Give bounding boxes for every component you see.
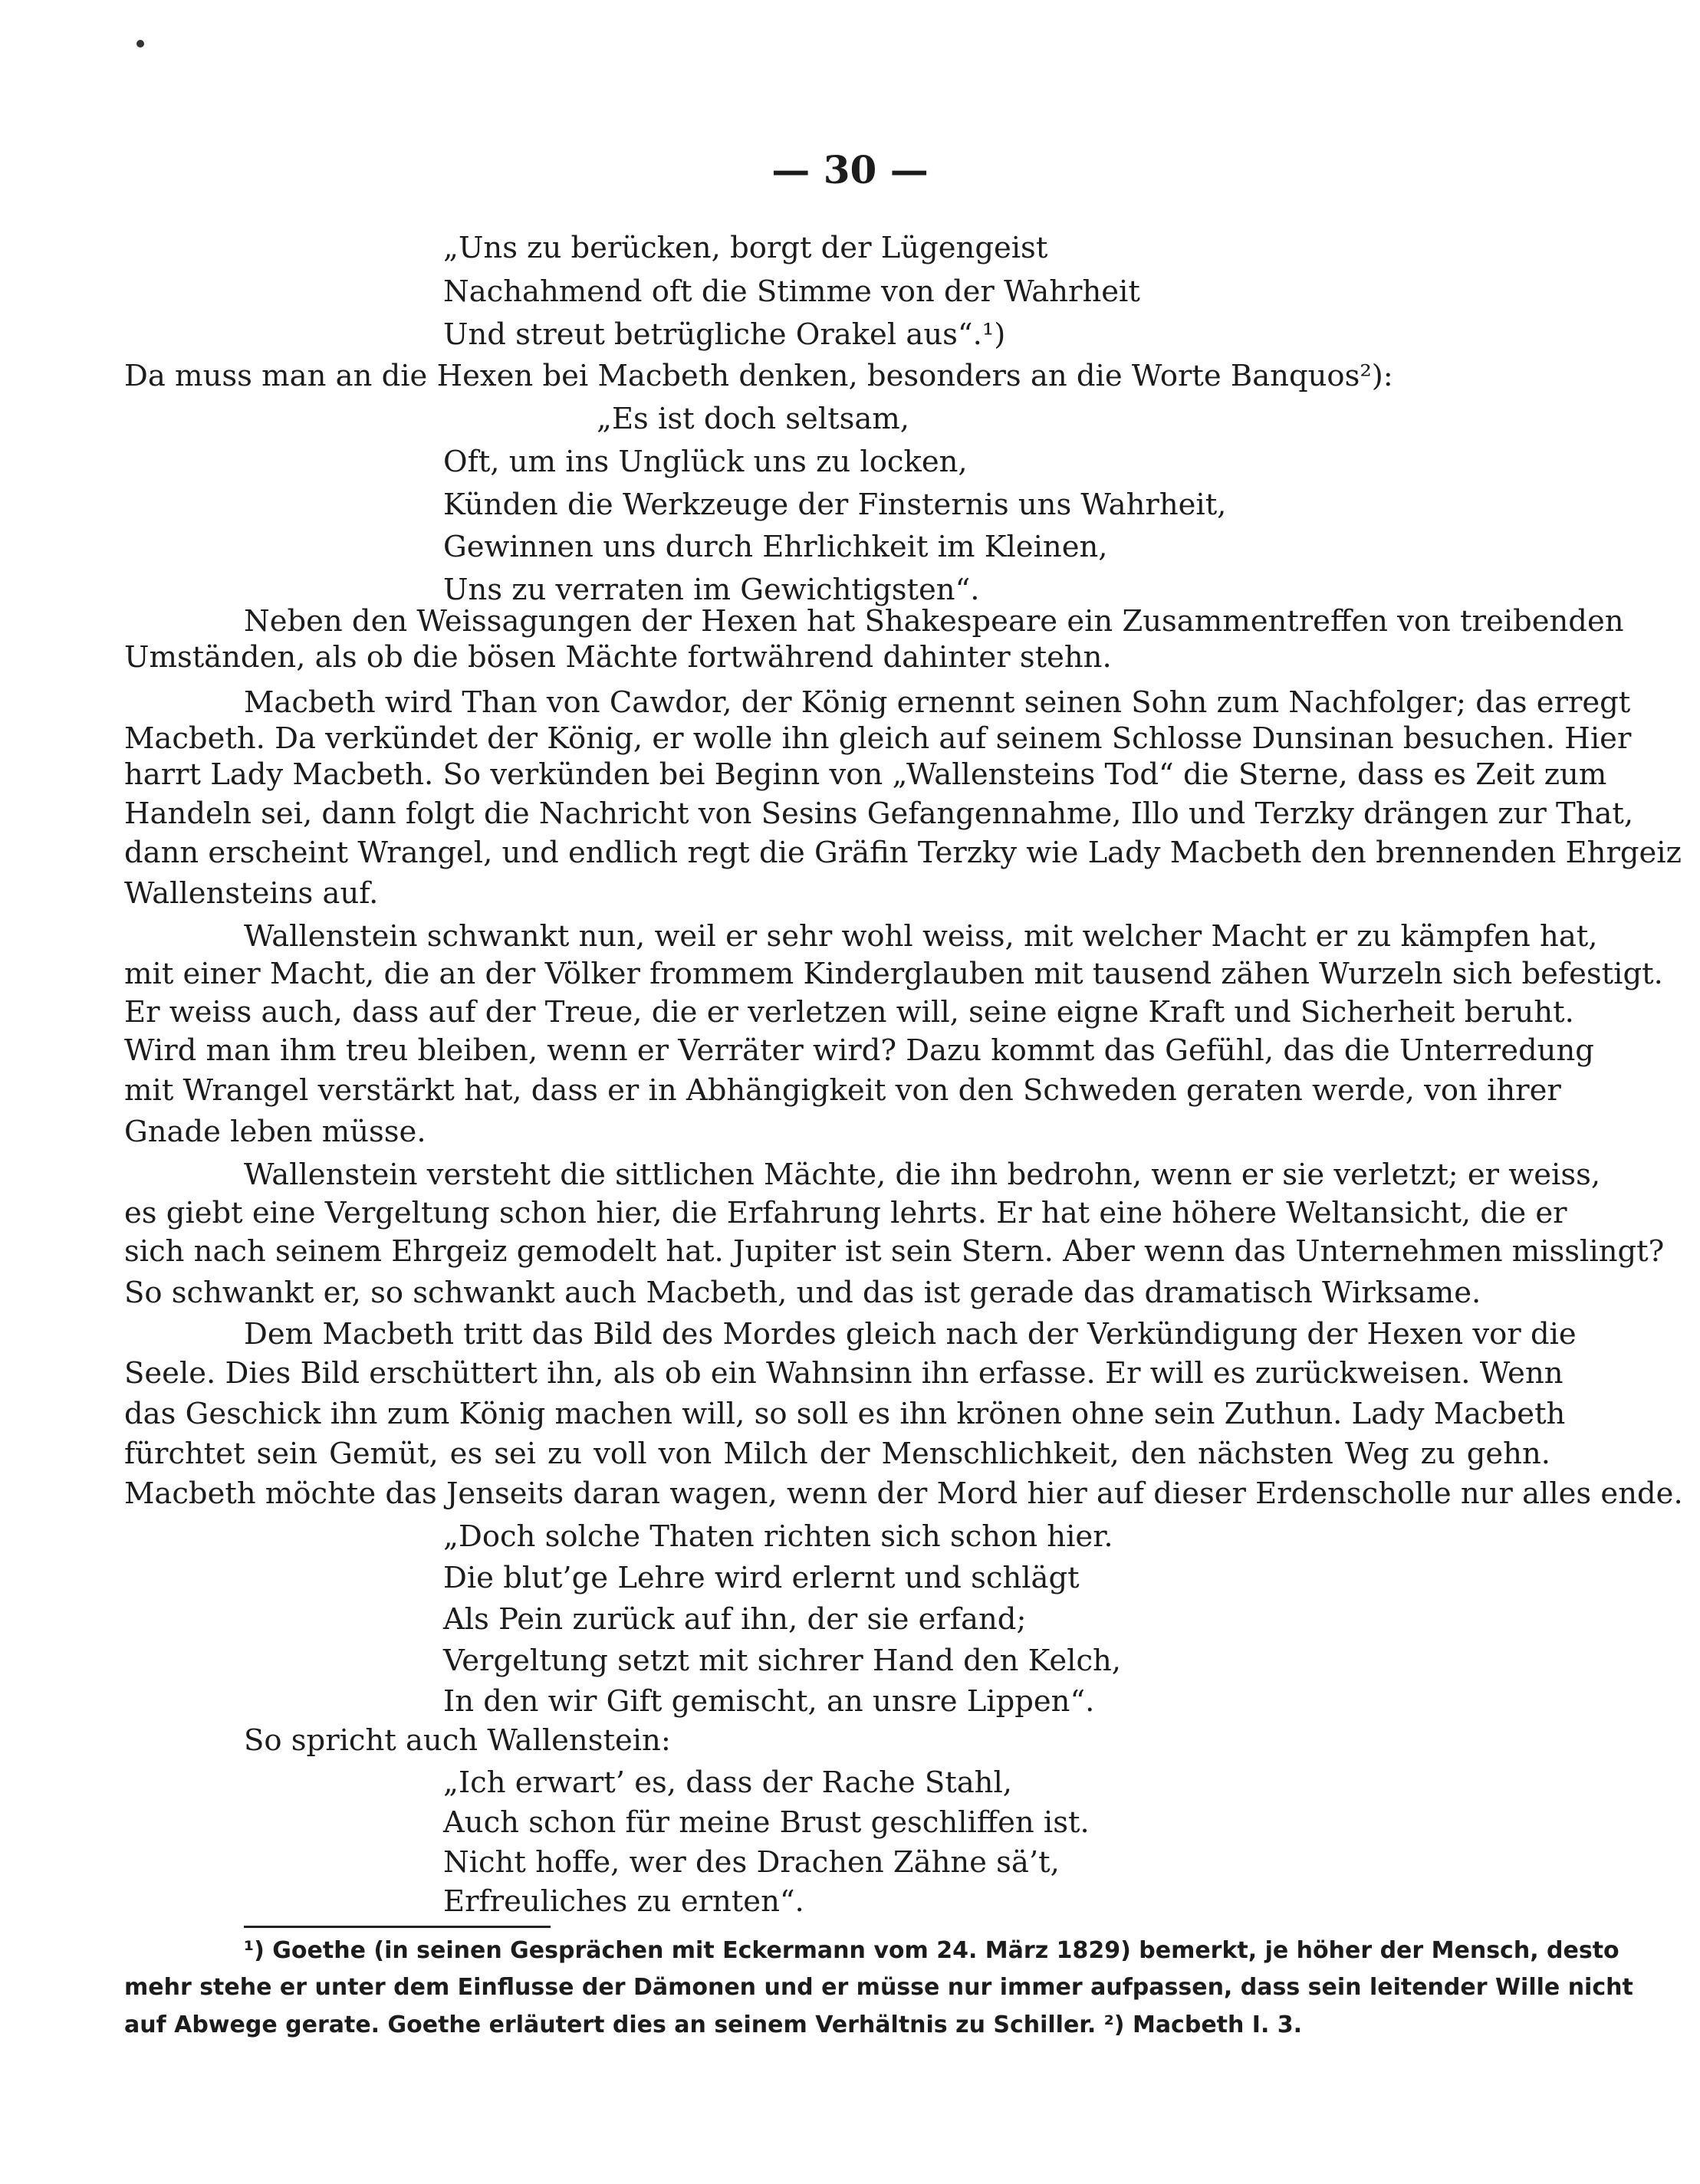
- paragraph-line: Seele. Dies Bild erschüttert ihn, als ob ein Wahnsinn ihn erfasse. Er will es zurückweisen. Wenn: [124, 1356, 1564, 1391]
- paragraph-line: es giebt eine Vergeltung schon hier, die Erfahrung lehrts. Er hat eine höhere Weltansicht, die er: [124, 1196, 1567, 1230]
- paragraph-line: sich nach seinem Ehrgeiz gemodelt hat. Jupiter ist sein Stern. Aber wenn das Unternehmen misslingt?: [124, 1234, 1665, 1269]
- verse-line: Gewinnen uns durch Ehrlichkeit im Kleinen,: [443, 530, 1108, 564]
- verse-line: Und streut betrügliche Orakel aus“.¹): [443, 317, 1006, 352]
- paragraph-line: harrt Lady Macbeth. So verkünden bei Beginn von „Wallensteins Tod“ die Sterne, dass es Zeit zum: [124, 757, 1607, 792]
- verse-line: Künden die Werkzeuge der Finsternis uns Wahrheit,: [443, 488, 1227, 522]
- verse-line: Vergeltung setzt mit sichrer Hand den Kelch,: [443, 1644, 1122, 1678]
- footnote-line: ¹) Goethe (in seinen Gesprächen mit Eckermann vom 24. März 1829) bemerkt, je höher der Mensch, desto: [244, 1937, 1619, 1964]
- paragraph-line: Neben den Weissagungen der Hexen hat Shakespeare ein Zusammentreffen von treibenden: [244, 604, 1624, 639]
- text-line: So spricht auch Wallenstein:: [244, 1723, 671, 1758]
- paragraph-line: Macbeth wird Than von Cawdor, der König ernennt seinen Sohn zum Nachfolger; das erregt: [244, 685, 1631, 720]
- paragraph-line: mit Wrangel verstärkt hat, dass er in Abhängigkeit von den Schweden geraten werde, von ihrer: [124, 1073, 1561, 1108]
- verse-line: „Doch solche Thaten richten sich schon hier.: [443, 1519, 1113, 1554]
- paragraph-line: fürchtet sein Gemüt, es sei zu voll von Milch der Menschlichkeit, den nächsten Weg zu gehn.: [124, 1437, 1550, 1471]
- paragraph-line: So schwankt er, so schwankt auch Macbeth, und das ist gerade das dramatisch Wirksame.: [124, 1276, 1481, 1310]
- paragraph-line: Wallenstein schwankt nun, weil er sehr wohl weiss, mit welcher Macht er zu kämpfen hat,: [244, 919, 1598, 954]
- paragraph-line: Wird man ihm treu bleiben, wenn er Verräter wird? Dazu kommt das Gefühl, das die Unterredung: [124, 1033, 1594, 1068]
- paragraph-line: Er weiss auch, dass auf der Treue, die er verletzen will, seine eigne Kraft und Sicherheit beruht.: [124, 995, 1574, 1030]
- verse-line: Als Pein zurück auf ihn, der sie erfand;: [443, 1602, 1027, 1637]
- page-number: — 30 —: [771, 147, 929, 192]
- verse-line: Die blut’ge Lehre wird erlernt und schlägt: [443, 1561, 1080, 1595]
- paragraph-line: Umständen, als ob die bösen Mächte fortwährend dahinter stehn.: [124, 640, 1112, 675]
- paragraph-line: das Geschick ihn zum König machen will, so soll es ihn krönen ohne sein Zuthun. Lady Macbeth: [124, 1397, 1566, 1431]
- footnote-line: mehr stehe er unter dem Einflusse der Dämonen und er müsse nur immer aufpassen, dass sein leitender Wille nicht: [124, 1974, 1633, 2001]
- verse-line: Erfreuliches zu ernten“.: [443, 1884, 804, 1919]
- verse-line: „Uns zu berücken, borgt der Lügengeist: [443, 231, 1048, 265]
- footnote-rule: [244, 1926, 551, 1928]
- paragraph-line: dann erscheint Wrangel, und endlich regt die Gräfin Terzky wie Lady Macbeth den brennenden Ehrgeiz: [124, 836, 1682, 870]
- paragraph-line: Handeln sei, dann folgt die Nachricht von Sesins Gefangennahme, Illo und Terzky drängen zur That,: [124, 796, 1634, 831]
- paragraph-line: Gnade leben müsse.: [124, 1115, 426, 1149]
- verse-line: „Es ist doch seltsam,: [597, 402, 910, 436]
- verse-line: Oft, um ins Unglück uns zu locken,: [443, 445, 968, 479]
- verse-line: Uns zu verraten im Gewichtigsten“.: [443, 573, 980, 607]
- verse-line: Auch schon für meine Brust geschliffen ist.: [443, 1805, 1090, 1840]
- paragraph-line: mit einer Macht, die an der Völker frommem Kinderglauben mit tausend zähen Wurzeln sich befestigt.: [124, 957, 1663, 991]
- paragraph-line: Macbeth. Da verkündet der König, er wolle ihn gleich auf seinem Schlosse Dunsinan besuchen. Hier: [124, 721, 1632, 756]
- ink-dot: [136, 40, 144, 48]
- text-line: Da muss man an die Hexen bei Macbeth denken, besonders an die Worte Banquos²):: [124, 359, 1393, 393]
- paragraph-line: Wallensteins auf.: [124, 876, 379, 911]
- paragraph-line: Wallenstein versteht die sittlichen Mächte, die ihn bedrohn, wenn er sie verletzt; er weiss,: [244, 1158, 1601, 1192]
- verse-line: Nicht hoffe, wer des Drachen Zähne sä’t,: [443, 1845, 1060, 1880]
- verse-line: „Ich erwart’ es, dass der Rache Stahl,: [443, 1765, 1012, 1800]
- footnote-line: auf Abwege gerate. Goethe erläutert dies an seinem Verhältnis zu Schiller. ²) Macbeth I. 3.: [124, 2012, 1303, 2038]
- verse-line: Nachahmend oft die Stimme von der Wahrheit: [443, 274, 1140, 309]
- verse-line: In den wir Gift gemischt, an unsre Lippen“.: [443, 1684, 1095, 1719]
- paragraph-line: Dem Macbeth tritt das Bild des Mordes gleich nach der Verkündigung der Hexen vor die: [244, 1317, 1577, 1351]
- paragraph-line: Macbeth möchte das Jenseits daran wagen, wenn der Mord hier auf dieser Erdenscholle nur alles ende.: [124, 1476, 1683, 1511]
